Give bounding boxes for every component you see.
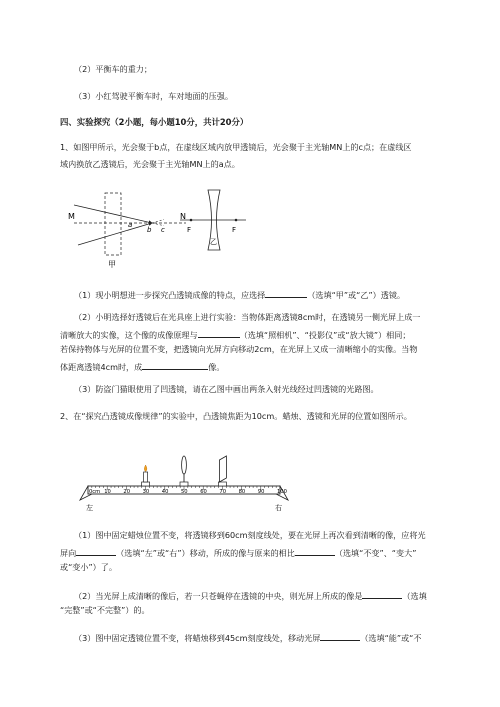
label-right: 右 [275, 504, 282, 512]
q1-part2-line4: 体距离透镜4cm时，成 像。 [60, 362, 225, 372]
q2-part3: （3）小红驾驶平衡车时，车对地面的压强。 [74, 91, 233, 101]
label-F-left: F [187, 226, 192, 234]
q2-part1-line2: 屏向 （选填“左”或“右”）移动，所成的像与原来的相比 （选填“不变”、“变大” [60, 548, 417, 558]
lens-base [180, 482, 188, 486]
label-F-right: F [232, 226, 237, 234]
label-a: a [128, 221, 133, 229]
label-c: c [161, 226, 165, 234]
optical-bench-figure [68, 448, 298, 514]
q1-part1: （1）现小明想进一步探究凸透镜成像的特点，应选择 （选填“甲”或“乙”）透镜。 [74, 290, 406, 300]
answer-blank[interactable] [76, 546, 116, 556]
bench-tick-label: 90 [257, 489, 265, 495]
candle [144, 472, 148, 482]
q2-part3-line1: （3）图中固定透镜位置不变，将蜡烛移到45cm刻度线处，移动光屏 （选填“能”或“不 [74, 633, 422, 643]
bench-tick-label: 60 [200, 489, 207, 495]
candle-base [142, 482, 150, 486]
dashed-lens-region [105, 193, 121, 255]
q1-intro-line1: 1、如图甲所示，光会聚于b点，在虚线区域内放甲透镜后，光会聚于主光轴MN上的c点；在虚线区 [60, 142, 412, 152]
label-N: N [180, 212, 186, 221]
q2-part2-line1: （2）当光屏上成清晰的像后，若一只苍蝇停在透镜的中央，则光屏上所成的像是 （选填 [74, 591, 427, 601]
bench-tick-label: 70 [219, 489, 227, 495]
ray-upper [74, 205, 152, 223]
ray-lower [78, 223, 152, 245]
caption-jia: 甲 [108, 260, 116, 269]
caption-yi: 乙 [210, 238, 217, 246]
q2-part1-line3: 或“变小”）了。 [60, 562, 117, 572]
q1-intro-line2: 域内换放乙透镜后，光会聚于主光轴MN上的a点。 [60, 159, 240, 169]
section-heading: 四、实验探究（2小题，每小题10分，共计20分） [60, 117, 249, 127]
bench-tick-label: 20 [123, 489, 131, 495]
answer-blank[interactable] [362, 589, 402, 599]
screen-base [218, 482, 226, 486]
q1-part2-line3: 若保持物体与光屏的位置不变，把透镜向光屏方向移动2cm，在光屏上又成一清晰缩小的实像。当物 [60, 344, 418, 354]
q2-intro: 2、在“探究凸透镜成像规律”的实验中，凸透镜焦距为10cm。蜡烛、透镜和光屏的位置如图所示。 [60, 411, 412, 421]
bench-tick-label: 100 [277, 489, 287, 495]
label-left: 左 [86, 504, 93, 512]
bench-tick-label: 30 [142, 489, 150, 495]
candle-flame [144, 465, 147, 472]
bench-unit-label: 0cm [89, 489, 101, 495]
light-screen [219, 456, 226, 482]
q1-part2-line2: 清晰放大的实像，这个像的成像原理与 （选填“照相机”、“投影仪”或“放大镜”）相同； [60, 330, 411, 340]
answer-blank[interactable] [265, 288, 307, 298]
q2-part2: （2）平衡车的重力； [74, 64, 152, 74]
convex-lens [182, 456, 187, 474]
figure-yi [178, 186, 248, 252]
bench-tick-label: 50 [181, 489, 188, 495]
label-b: b [147, 226, 152, 234]
bench-tick-label: 40 [161, 489, 169, 495]
label-M: M [68, 212, 75, 221]
q1-part2-line1: （2）小明选择好透镜后在光具座上进行实验：当物体距离透镜8cm时，在透镜另一侧光屏上成一 [74, 312, 421, 322]
q1-part3: （3）防盗门猫眼使用了凹透镜，请在乙图中画出两条入射光线经过凹透镜的光路图。 [74, 384, 379, 394]
bench-tick-label: 80 [238, 489, 246, 495]
bench-tick-label: 10 [104, 489, 111, 495]
answer-blank[interactable] [198, 328, 240, 338]
q2-part2-line2: “完整”或“不完整”）的。 [60, 605, 150, 615]
answer-blank[interactable] [295, 546, 335, 556]
answer-blank[interactable] [142, 360, 208, 370]
q2-part1-line1: （1）图中固定蜡烛位置不变，将透镜移到60cm刻度线处，要在光屏上再次看到清晰的像，应将光 [74, 530, 426, 540]
answer-blank[interactable] [320, 631, 360, 641]
